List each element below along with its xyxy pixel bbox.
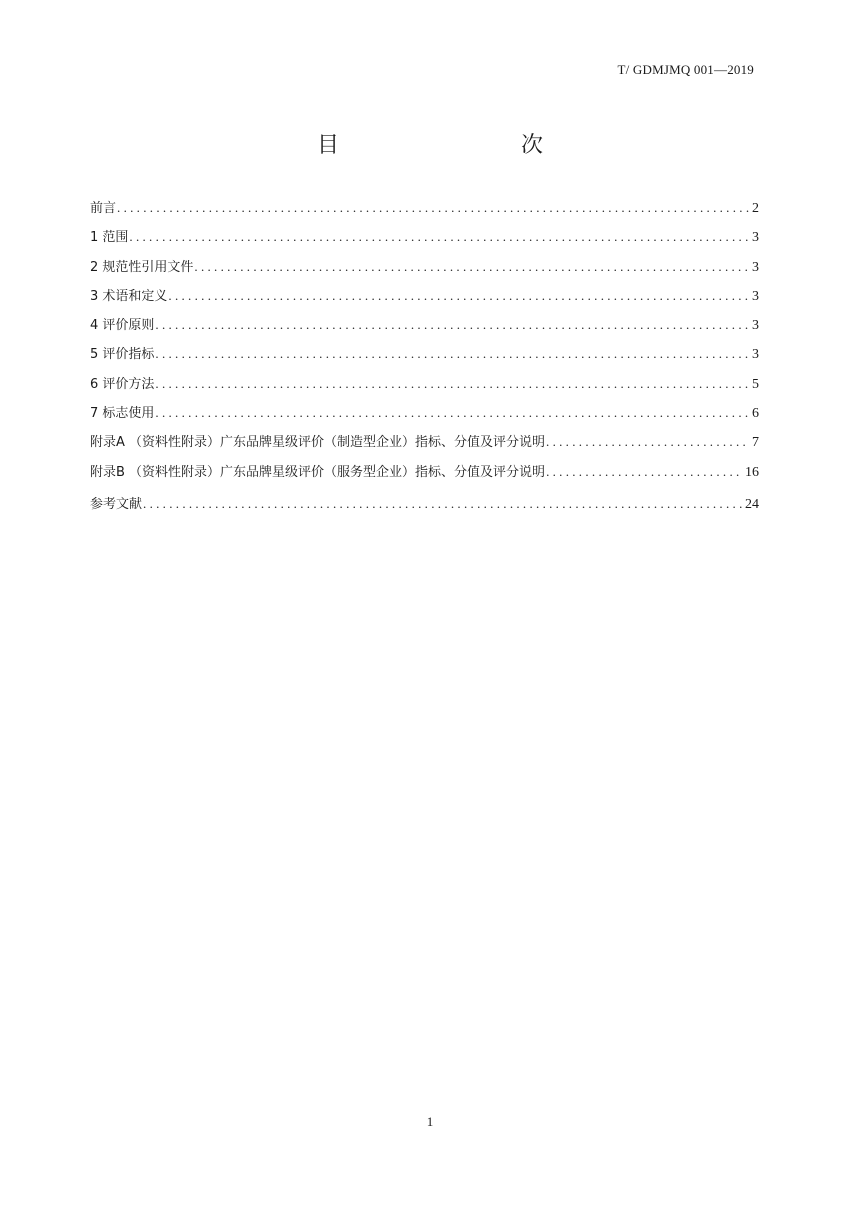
toc-entry-terms-definitions[interactable]: [90, 284, 759, 313]
toc-entry-page: 2: [752, 201, 759, 216]
toc-entry-page: 3: [752, 288, 759, 304]
toc-entry-evaluation-method[interactable]: [90, 372, 759, 401]
toc-dot-leader: [155, 313, 750, 337]
toc-entry-evaluation-principles[interactable]: [90, 313, 759, 342]
toc-entry-label: 1 范围: [90, 230, 129, 246]
toc-entry-page: 5: [752, 376, 759, 392]
toc-entry-label: 2 规范性引用文件: [90, 259, 194, 275]
toc-entry-normative-references[interactable]: [90, 255, 759, 284]
toc-dot-leader: [168, 284, 750, 308]
toc-entry-page: 7: [752, 435, 759, 451]
toc-list: [90, 196, 759, 522]
toc-title: 目 次: [316, 133, 589, 158]
toc-entry-page: 6: [752, 406, 759, 422]
toc-dot-leader: [546, 460, 743, 484]
toc-dot-leader: [143, 492, 743, 516]
toc-entry-scope[interactable]: [90, 225, 759, 254]
document-code: T/ GDMJMQ 001—2019: [617, 62, 754, 77]
toc-entry-page: 3: [752, 230, 759, 246]
toc-entry-bibliography[interactable]: [90, 492, 759, 522]
toc-entry-label: 3 术语和定义: [90, 288, 168, 304]
toc-entry-page: 16: [745, 465, 759, 481]
toc-dot-leader: [129, 225, 750, 249]
toc-entry-label: 附录A （资料性附录）广东品牌星级评价（制造型企业）指标、分值及评分说明: [90, 435, 546, 451]
toc-entry-annex-b[interactable]: [90, 460, 759, 490]
toc-entry-page: 24: [745, 497, 759, 513]
toc-entry-page: 3: [752, 347, 759, 363]
toc-dot-leader: [155, 401, 750, 425]
toc-entry-evaluation-indicators[interactable]: [90, 342, 759, 371]
toc-entry-label: 5 评价指标: [90, 347, 155, 363]
toc-entry-page: 3: [752, 259, 759, 275]
toc-entry-page: 3: [752, 318, 759, 334]
toc-dot-leader: [155, 372, 750, 396]
toc-dot-leader: [194, 255, 750, 279]
toc-entry-annex-a[interactable]: [90, 430, 759, 460]
toc-dot-leader: [117, 196, 750, 220]
toc-entry-mark-usage[interactable]: [90, 401, 759, 430]
toc-dot-leader: [546, 430, 750, 454]
toc-entry-label: 附录B （资料性附录）广东品牌星级评价（服务型企业）指标、分值及评分说明: [90, 465, 546, 481]
toc-entry-label: 6 评价方法: [90, 376, 155, 392]
toc-entry-label: 前言: [90, 201, 117, 216]
toc-entry-label: 7 标志使用: [90, 406, 155, 422]
page-number: 1: [426, 1114, 434, 1129]
toc-entry-label: 参考文献: [90, 497, 143, 513]
toc-entry-label: 4 评价原则: [90, 318, 155, 334]
toc-dot-leader: [155, 342, 750, 366]
toc-entry-foreword[interactable]: [90, 196, 759, 225]
